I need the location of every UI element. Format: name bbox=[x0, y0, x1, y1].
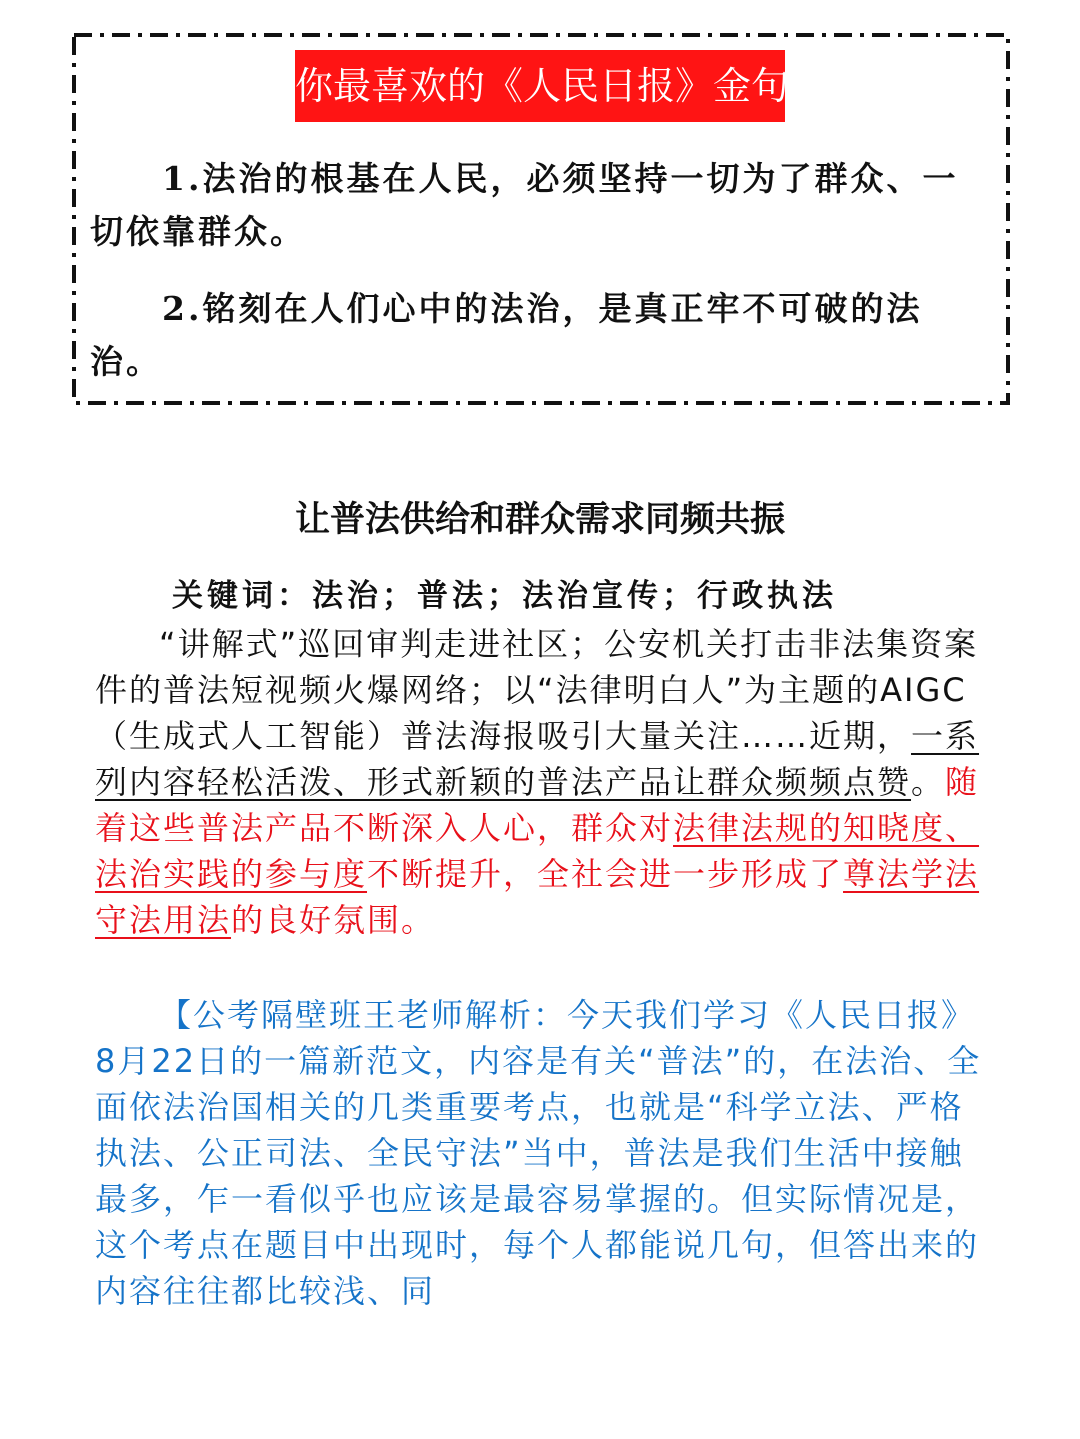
underlined-phrase: 一系列内容轻松活泼、形式新颖的普法产品让群众频频点赞 bbox=[95, 717, 980, 801]
intro-text: “讲解式”巡回审判走进社区；公安机关打击非法集资案件的普法短视频火爆网络；以“法律明白人”为主题的AIGC（生成式人工智能）普法海报吸引大量关注……近期， bbox=[95, 625, 979, 755]
article-title: 让普法供给和群众需求同频共振 bbox=[294, 499, 785, 540]
red-emphasis-text: 随着这些普法产品不断深入人心，群众对 bbox=[95, 763, 980, 847]
body-paragraph bbox=[95, 621, 990, 943]
analysis-paragraph: 【公考隔壁班王老师解析：今天我们学习《人民日报》8月22日的一篇新范文，内容是有关“普法”的，在法治、全面依法治国相关的几类重要考点，也就是“科学立法、严格执法、公正司法、全民守法”当中，普法是我们生活中接触最多，乍一看似乎也应该是最容易掌握的。但实际情况是，这个考点在题目中出现时，每个人都能说几句，但答出来的内容往往都比较浅、同 bbox=[95, 996, 982, 1310]
quote-1: 1.法治的根基在人民，必须坚持一切为了群众、一切依靠群众。 bbox=[90, 159, 959, 251]
keywords-line: 关键词：法治；普法；法治宣传；行政执法 bbox=[172, 578, 837, 614]
red-emphasis-text-3: 的良好氛围。 bbox=[231, 901, 436, 939]
red-emphasis-text-2: 不断提升，全社会进一步形成了 bbox=[367, 855, 844, 893]
quote-banner: 你最喜欢的《人民日报》金句 bbox=[295, 50, 785, 122]
red-underlined-phrase: 法律法规的知晓度、法治实践的参与度 bbox=[95, 809, 980, 893]
red-underlined-phrase-2: 尊法学法守法用法 bbox=[95, 855, 980, 939]
period: 。 bbox=[911, 763, 946, 801]
quote-2: 2.铭刻在人们心中的法治，是真正牢不可破的法治。 bbox=[90, 289, 923, 381]
